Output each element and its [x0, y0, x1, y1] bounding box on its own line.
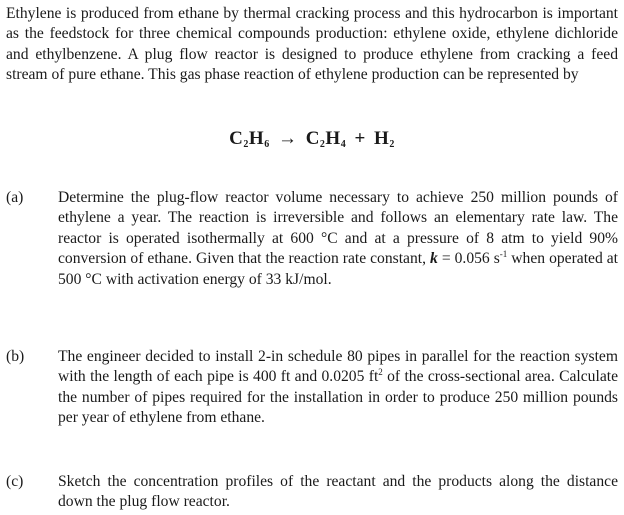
rate-constant-exponent: -1 — [499, 249, 508, 260]
plus-sign: + — [354, 128, 366, 149]
product1-hydrogen: H — [325, 128, 341, 149]
part-b-label: (b) — [6, 348, 25, 365]
product1-hydrogen-subscript: 4 — [340, 139, 347, 150]
part-a-label: (a) — [6, 189, 24, 206]
rate-constant-symbol: k — [430, 250, 438, 268]
rate-constant-value: = 0.056 s — [437, 250, 500, 268]
product1-carbon: C — [305, 128, 320, 149]
product2-hydrogen: H — [374, 128, 390, 149]
part-b-text-end: of the cross-sectional area. Calculate the number of pipes required for the installation in order to produce 250 million pounds per year of ethylene from ethane. — [58, 368, 618, 427]
part-b-text — [58, 347, 618, 429]
part-a-text-main: Determine the plug-flow reactor volume necessary to achieve 250 million pounds of ethylene a year. The reaction is irreversible and follows an elementary rate law. The reactor is operated isothermally at 600 °C and at a pressure of 8 atm to yield 90% conversion of ethane. Given that the reaction rate constant, — [58, 189, 618, 268]
intro-paragraph: Ethylene is produced from ethane by thermal cracking process and this hydrocarbon is important as the feedstock for three chemical compounds production: ethylene oxide, ethylene dichloride and ethylbenzene. A plug flow reactor is designed to produce ethylene from cracking a feed stream of pure ethane. This gas phase reaction of ethylene production can be represented by — [6, 5, 618, 84]
reactant-carbon-subscript: 2 — [243, 139, 249, 150]
reaction-equation — [0, 128, 624, 150]
part-c-label: (c) — [6, 473, 24, 490]
reactant-carbon: C — [229, 128, 244, 149]
part-a-text — [58, 188, 618, 290]
product1-carbon-subscript: 2 — [319, 139, 326, 150]
part-c-text: Sketch the concentration profiles of the reactant and the products along the distance down the plug flow reactor. — [58, 473, 618, 511]
reactant-hydrogen-subscript: 6 — [264, 139, 270, 150]
area-unit-exponent: 2 — [378, 367, 383, 378]
product2-hydrogen-subscript: 2 — [389, 139, 395, 150]
reactant-hydrogen: H — [248, 128, 265, 149]
part-a-text-end: when operated at 500 °C with activation energy of 33 kJ/mol. — [58, 250, 619, 288]
part-b-text-main: The engineer decided to install 2-in schedule 80 pipes in parallel for the reaction system with the length of each pipe is 400 ft and 0.0205 ft — [58, 348, 618, 386]
reaction-arrow: → — [277, 128, 298, 149]
